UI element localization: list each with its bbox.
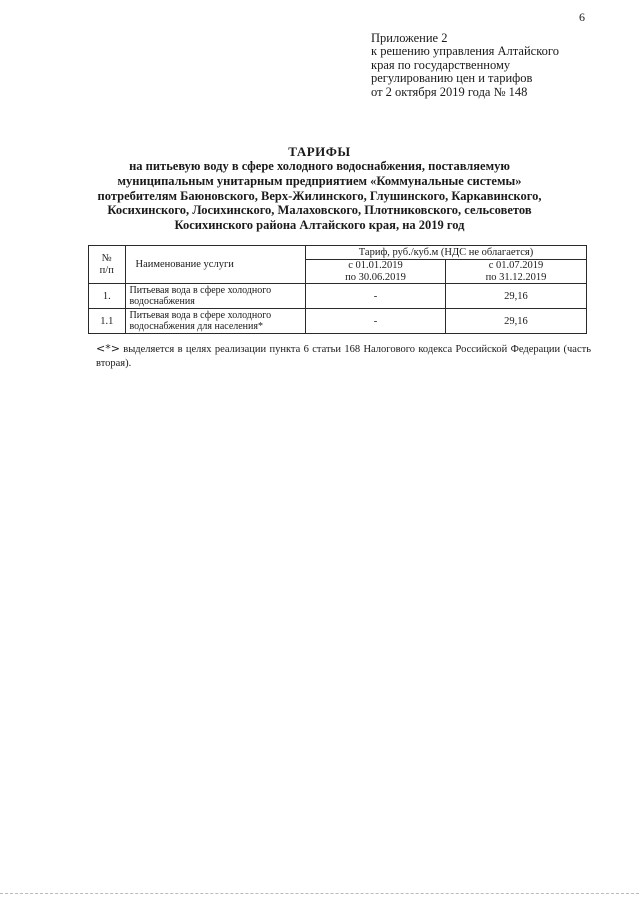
page-number: 6 — [579, 10, 585, 24]
appendix-line: от 2 октября 2019 года № 148 — [371, 84, 528, 99]
footnote-text: выделяется в целях реализации пункта 6 статьи 168 Налогового кодекса Российской Федерации (часть вторая). — [96, 344, 591, 369]
subtitle-line: Косихинского, Лосихинского, Малаховского, Плотниковского, сельсоветов — [107, 203, 532, 218]
appendix-line: регулированию цен и тарифов — [371, 71, 533, 86]
appendix-header — [371, 32, 611, 99]
appendix-line: Приложение 2 — [371, 31, 448, 45]
subtitle-line: потребителям Баюновского, Верх-Жилинского, Глушинского, Каркавинского, — [97, 188, 542, 203]
tariff-table — [88, 245, 587, 334]
row-number: 1.1 — [89, 309, 126, 334]
table-row — [89, 284, 587, 309]
subtitle-line: на питьевую воду в сфере холодного водоснабжения, поставляемую — [129, 159, 510, 173]
row-tariff-2: 29,16 — [445, 309, 586, 334]
footnote-mark: <*> — [96, 342, 120, 355]
row-number: 1. — [89, 284, 126, 309]
footnote — [96, 342, 591, 371]
row-tariff-1: - — [306, 284, 446, 309]
appendix-line: края по государственному — [371, 57, 511, 72]
scan-edge-line — [0, 893, 639, 894]
subtitle-line: Косихинского района Алтайского края, на 2019 год — [174, 218, 465, 233]
row-service: Питьевая вода в сфере холодного водоснабжения — [125, 284, 306, 309]
row-tariff-2: 29,16 — [445, 284, 586, 309]
header-service: Наименование услуги — [125, 246, 306, 284]
row-service: Питьевая вода в сфере холодного водоснабжения для населения* — [125, 309, 306, 334]
header-period-2: с 01.07.2019 по 31.12.2019 — [445, 260, 586, 284]
appendix-line: к решению управления Алтайского — [371, 44, 559, 59]
document-subtitle — [90, 159, 549, 233]
header-period-1: с 01.01.2019 по 30.06.2019 — [306, 260, 446, 284]
document-title: ТАРИФЫ — [288, 144, 351, 159]
table-row — [89, 309, 587, 334]
header-number: № п/п — [89, 246, 126, 284]
subtitle-line: муниципальным унитарным предприятием «Коммунальные системы» — [117, 173, 522, 188]
header-tariff-group: Тариф, руб./куб.м (НДС не облагается) — [306, 246, 587, 260]
row-tariff-1: - — [306, 309, 446, 334]
